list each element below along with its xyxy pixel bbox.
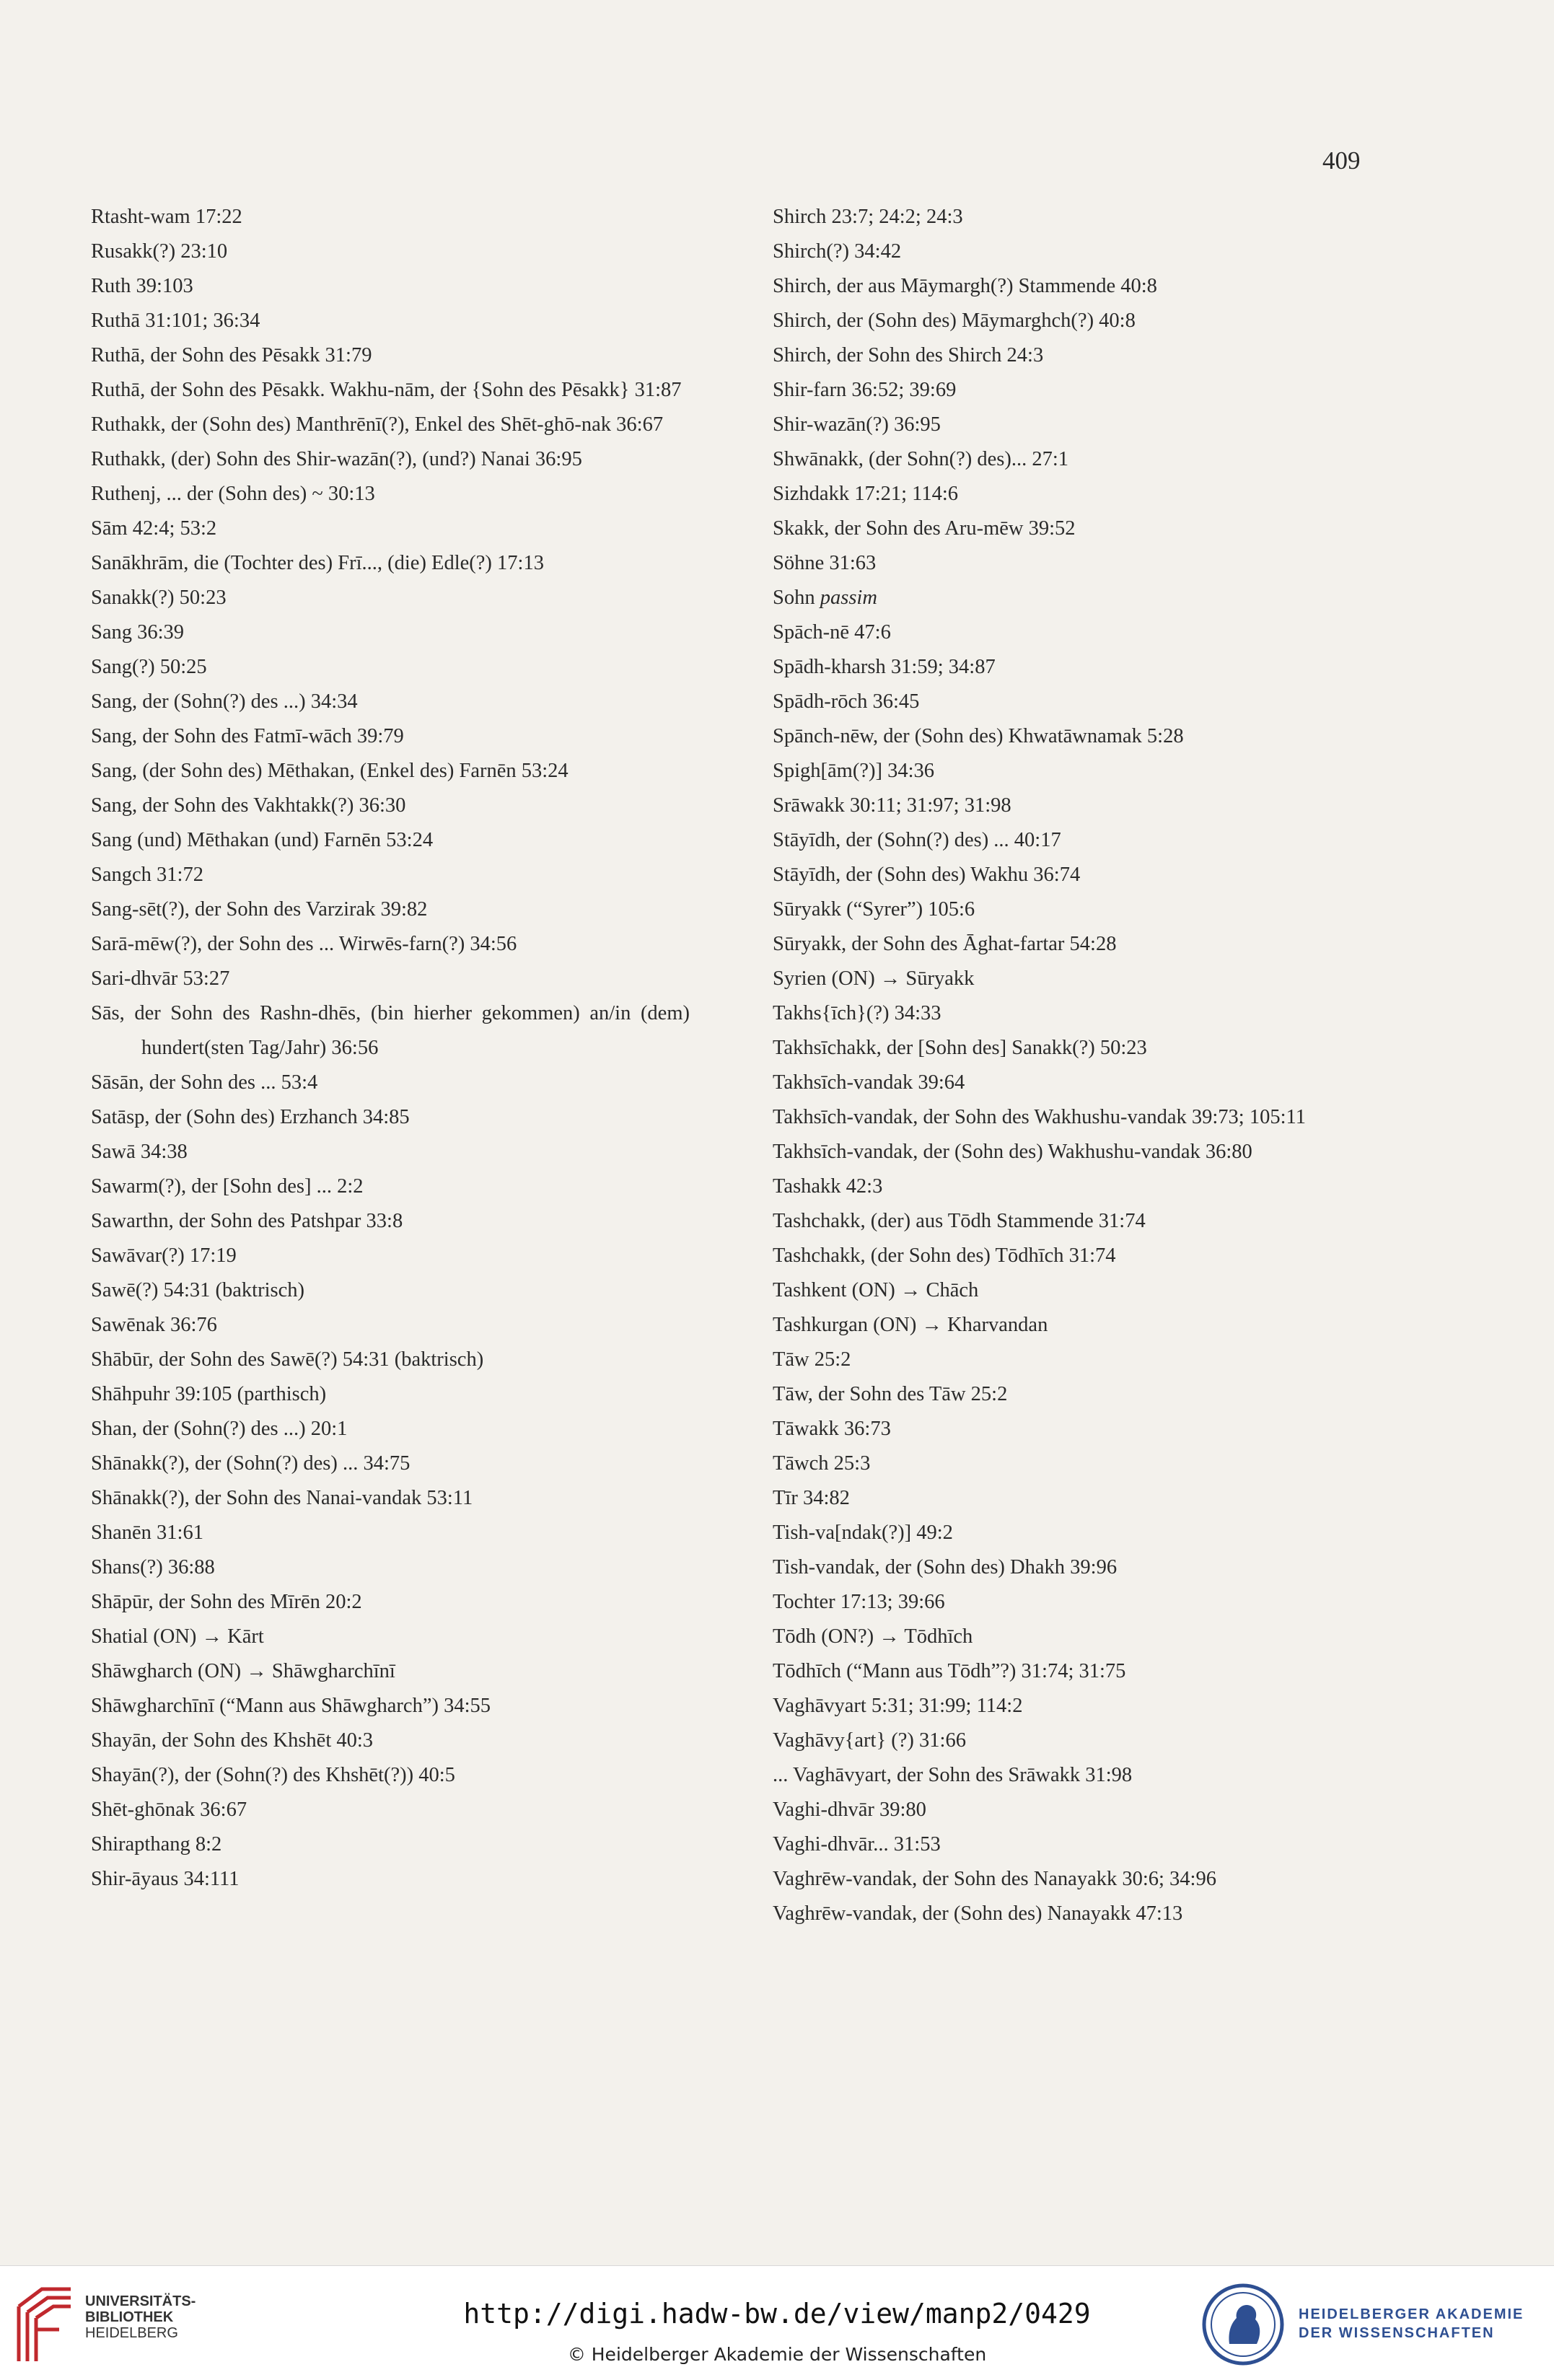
index-entry: Tochter 17:13; 39:66 <box>773 1591 945 1613</box>
index-entry: Vaghrēw-vandak, der (Sohn des) Nanayakk 47:13 <box>773 1902 1183 1925</box>
index-entry: Shābūr, der Sohn des Sawē(?) 54:31 (baktrisch) <box>91 1348 484 1371</box>
index-entry: Tish-va[ndak(?)] 49:2 <box>773 1521 953 1544</box>
index-entry: Tāw 25:2 <box>773 1348 851 1371</box>
index-entry: Ruthakk, der (Sohn des) Manthrēnī(?), Enkel des Shēt-ghō-nak 36:67 <box>91 413 664 436</box>
index-entry: Shāhpuhr 39:105 (parthisch) <box>91 1383 327 1405</box>
index-entry: Shir-farn 36:52; 39:69 <box>773 379 957 401</box>
index-entry: Sawarthn, der Sohn des Patshpar 33:8 <box>91 1210 403 1232</box>
index-entry: Spigh[ām(?)] 34:36 <box>773 760 934 782</box>
index-column-left <box>91 200 690 1897</box>
index-entry: Vaghi-dhvār 39:80 <box>773 1799 926 1821</box>
index-entry: Sawarm(?), der [Sohn des] ... 2:2 <box>91 1175 364 1198</box>
index-entry: Tashkent (ON) → Chāch <box>773 1279 979 1301</box>
index-entry: Tāwch 25:3 <box>773 1452 871 1475</box>
index-entry: Ruthā, der Sohn des Pēsakk 31:79 <box>91 344 372 366</box>
index-entry: Sarā-mēw(?), der Sohn des ... Wirwēs-farn(?) 34:56 <box>91 933 517 955</box>
index-entry: Shirch 23:7; 24:2; 24:3 <box>773 206 963 228</box>
index-entry: Shirapthang 8:2 <box>91 1833 222 1856</box>
index-entry: Sawā 34:38 <box>91 1141 188 1163</box>
index-entry: Ruthā 31:101; 36:34 <box>91 309 260 332</box>
index-entry: ... Vaghāvyart, der Sohn des Srāwakk 31:98 <box>773 1764 1133 1786</box>
index-entry: Spādh-rōch 36:45 <box>773 690 920 713</box>
index-entry: Sūryakk (“Syrer”) 105:6 <box>773 898 975 921</box>
index-entry: Sang, der (Sohn(?) des ...) 34:34 <box>91 690 358 713</box>
index-entry: Shayān, der Sohn des Khshēt 40:3 <box>91 1729 374 1752</box>
index-entry: Tish-vandak, der (Sohn des) Dhakh 39:96 <box>773 1556 1118 1578</box>
index-entry: Spāch-nē 47:6 <box>773 621 891 644</box>
index-entry: Shāwgharch (ON) → Shāwgharchīnī <box>91 1660 395 1682</box>
index-entry: Stāyīdh, der (Sohn(?) des) ... 40:17 <box>773 829 1061 851</box>
index-entry: Syrien (ON) → Sūryakk <box>773 967 975 990</box>
index-entry: Vaghāvy{art} (?) 31:66 <box>773 1729 966 1752</box>
index-entry: Spānch-nēw, der (Sohn des) Khwatāwnamak 5:28 <box>773 725 1184 747</box>
index-entry: Ruthenj, ... der (Sohn des) ~ 30:13 <box>91 483 375 505</box>
index-entry: Takhsīch-vandak, der Sohn des Wakhushu-vandak 39:73; 105:11 <box>773 1106 1306 1128</box>
index-entry: Sawēnak 36:76 <box>91 1314 217 1336</box>
index-entry: Sanākhrām, die (Tochter des) Frī..., (die) Edle(?) 17:13 <box>91 552 544 574</box>
index-entry: Sohn passim <box>773 587 877 609</box>
index-entry: Sang, der Sohn des Vakhtakk(?) 36:30 <box>91 794 406 817</box>
index-entry: Ruthā, der Sohn des Pēsakk. Wakhu-nām, der {Sohn des Pēsakk} 31:87 <box>91 379 682 401</box>
index-entry: Shirch(?) 34:42 <box>773 240 902 263</box>
academy-logo-text <box>1299 2305 1524 2342</box>
index-entry: Tashchakk, (der) aus Tōdh Stammende 31:74 <box>773 1210 1146 1232</box>
academy-name-line-2: DER WISSENSCHAFTEN <box>1299 2325 1495 2341</box>
index-entry: Söhne 31:63 <box>773 552 877 574</box>
index-entry: Vaghāvyart 5:31; 31:99; 114:2 <box>773 1695 1023 1717</box>
index-entry: Shir-āyaus 34:111 <box>91 1868 240 1890</box>
index-entry: Tashchakk, (der Sohn des) Tōdhīch 31:74 <box>773 1244 1116 1267</box>
index-entry: Ruth 39:103 <box>91 275 193 297</box>
index-entry: Sūryakk, der Sohn des Āghat-fartar 54:28 <box>773 933 1117 955</box>
index-entry: Sām 42:4; 53:2 <box>91 517 217 540</box>
index-entry: Sari-dhvār 53:27 <box>91 967 230 990</box>
index-entry: Tashakk 42:3 <box>773 1175 883 1198</box>
index-entry: Sang (und) Mēthakan (und) Farnēn 53:24 <box>91 829 434 851</box>
index-entry: Spādh-kharsh 31:59; 34:87 <box>773 656 996 678</box>
index-entry: Sang-sēt(?), der Sohn des Varzirak 39:82 <box>91 898 428 921</box>
index-entry: Shans(?) 36:88 <box>91 1556 215 1578</box>
index-entry: Shēt-ghōnak 36:67 <box>91 1799 247 1821</box>
index-entry: Shwānakk, (der Sohn(?) des)... 27:1 <box>773 448 1068 470</box>
index-entry: Srāwakk 30:11; 31:97; 31:98 <box>773 794 1011 817</box>
index-entry: Sangch 31:72 <box>91 864 203 886</box>
index-entry: Sang(?) 50:25 <box>91 656 207 678</box>
index-entry: Takhs{īch}(?) 34:33 <box>773 1002 941 1024</box>
index-entry: Sang, der Sohn des Fatmī-wāch 39:79 <box>91 725 404 747</box>
index-entry: Skakk, der Sohn des Aru-mēw 39:52 <box>773 517 1076 540</box>
index-entry: Ruthakk, (der) Sohn des Shir-wazān(?), (und?) Nanai 36:95 <box>91 448 582 470</box>
index-entry: Takhsīchakk, der [Sohn des] Sanakk(?) 50:23 <box>773 1037 1147 1059</box>
index-entry: Sizhdakk 17:21; 114:6 <box>773 483 959 505</box>
index-entry: Shirch, der (Sohn des) Māymarghch(?) 40:8 <box>773 309 1136 332</box>
index-entry: Shir-wazān(?) 36:95 <box>773 413 941 436</box>
index-entry: Shan, der (Sohn(?) des ...) 20:1 <box>91 1418 348 1440</box>
library-name-line-3: HEIDELBERG <box>85 2325 178 2341</box>
index-entry: Sanakk(?) 50:23 <box>91 587 227 609</box>
index-entry: Shirch, der Sohn des Shirch 24:3 <box>773 344 1044 366</box>
index-entry: Vaghi-dhvār... 31:53 <box>773 1833 941 1856</box>
footer-copyright: © Heidelberger Akademie der Wissenschaften <box>567 2344 987 2365</box>
index-entry: Shayān(?), der (Sohn(?) des Khshēt(?)) 40:5 <box>91 1764 455 1786</box>
index-entry: Tashkurgan (ON) → Kharvandan <box>773 1314 1048 1336</box>
index-entry: Tōdh (ON?) → Tōdhīch <box>773 1625 973 1648</box>
index-entry: Stāyīdh, der (Sohn des) Wakhu 36:74 <box>773 864 1081 886</box>
index-entry: Sāsān, der Sohn des ... 53:4 <box>91 1071 318 1094</box>
index-entry: Tāw, der Sohn des Tāw 25:2 <box>773 1383 1008 1405</box>
index-entry: Sawāvar(?) 17:19 <box>91 1244 237 1267</box>
index-entry: Vaghrēw-vandak, der Sohn des Nanayakk 30:6; 34:96 <box>773 1868 1216 1890</box>
index-entry: Shatial (ON) → Kārt <box>91 1625 264 1648</box>
academy-seal-icon <box>1200 2282 1286 2367</box>
index-entry: Tīr 34:82 <box>773 1487 850 1509</box>
academy-name-line-1: HEIDELBERGER AKADEMIE <box>1299 2306 1524 2322</box>
index-entry: Shāpūr, der Sohn des Mīrēn 20:2 <box>91 1591 362 1613</box>
index-entry: Sās, der Sohn des Rashn-dhēs, (bin hierher gekommen) an/in (dem) hundert(sten Tag/Jahr) 36:56 <box>91 1002 690 1059</box>
index-entry: Shanēn 31:61 <box>91 1521 203 1544</box>
library-name-line-1: UNIVERSITÄTS- <box>85 2293 196 2309</box>
index-entry: Shirch, der aus Māymargh(?) Stammende 40:8 <box>773 275 1157 297</box>
index-entry: Takhsīch-vandak 39:64 <box>773 1071 965 1094</box>
footer-bar <box>0 2265 1554 2380</box>
index-entry: Shānakk(?), der (Sohn(?) des) ... 34:75 <box>91 1452 411 1475</box>
index-entry: Tāwakk 36:73 <box>773 1418 891 1440</box>
index-entry: Sawē(?) 54:31 (baktrisch) <box>91 1279 304 1301</box>
index-column-right <box>773 200 1371 1931</box>
index-entry: Satāsp, der (Sohn des) Erzhanch 34:85 <box>91 1106 410 1128</box>
index-entry: Rtasht-wam 17:22 <box>91 206 242 228</box>
page-number: 409 <box>1322 146 1361 175</box>
index-entry: Sang, (der Sohn des) Mēthakan, (Enkel des) Farnēn 53:24 <box>91 760 569 782</box>
footer-url-link[interactable]: http://digi.hadw-bw.de/view/manp2/0429 <box>463 2298 1091 2329</box>
index-entry: Shānakk(?), der Sohn des Nanai-vandak 53:11 <box>91 1487 473 1509</box>
index-entry: Sang 36:39 <box>91 621 185 644</box>
index-entry: Takhsīch-vandak, der (Sohn des) Wakhushu-vandak 36:80 <box>773 1141 1252 1163</box>
index-entry: Tōdhīch (“Mann aus Tōdh”?) 31:74; 31:75 <box>773 1660 1126 1682</box>
library-name-line-2: BIBLIOTHEK <box>85 2309 174 2325</box>
index-entry: Rusakk(?) 23:10 <box>91 240 228 263</box>
index-entry: Shāwgharchīnī (“Mann aus Shāwgharch”) 34:55 <box>91 1695 491 1717</box>
